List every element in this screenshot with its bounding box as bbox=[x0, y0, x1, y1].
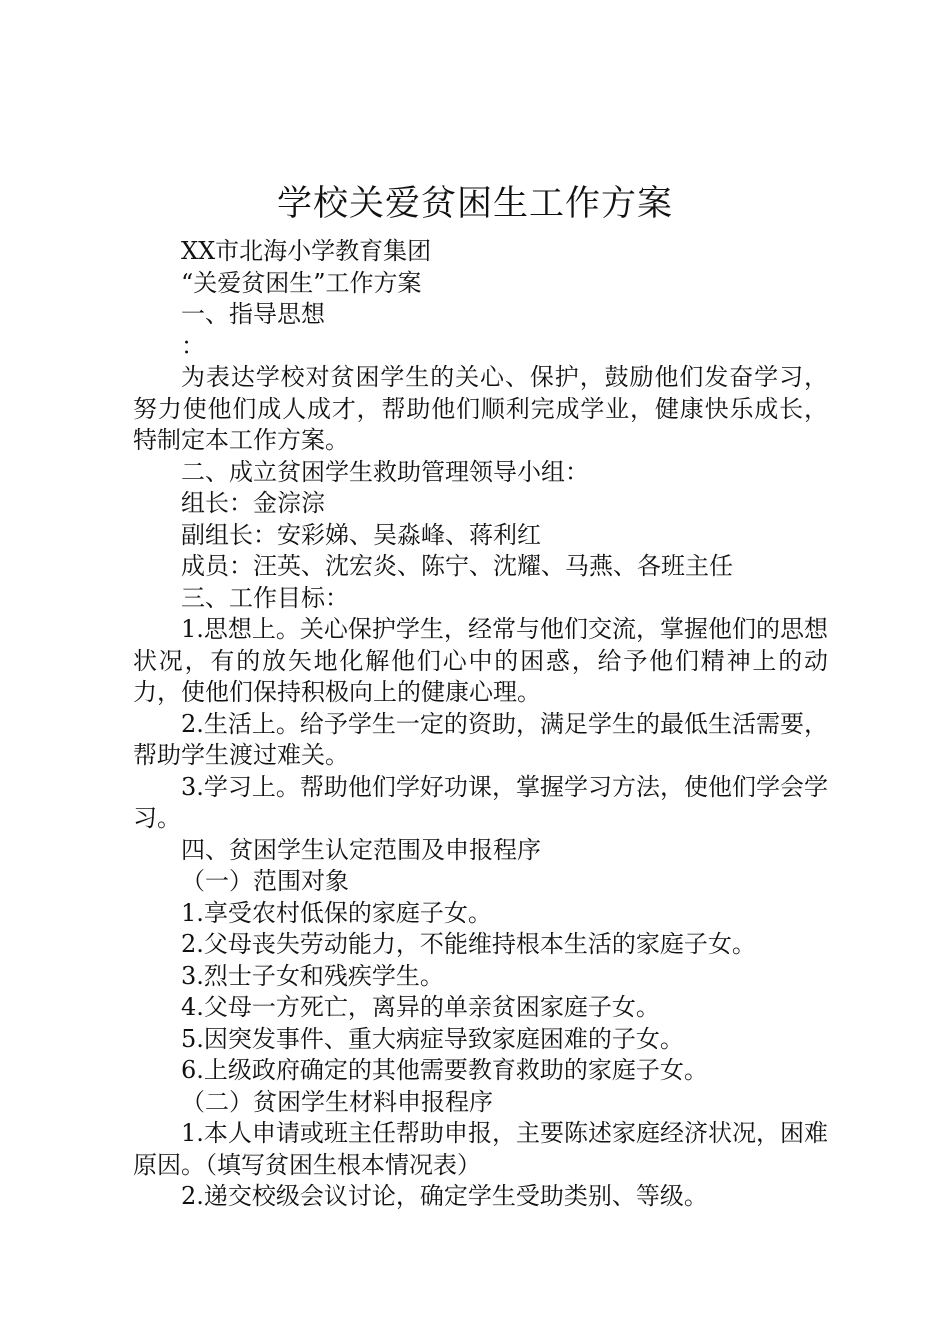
list-item-procedure-2: 2.递交校级会议讨论，确定学生受助类别、等级。 bbox=[181, 1182, 708, 1210]
paragraph-group-leader: 组长：金淙淙 bbox=[181, 489, 325, 517]
paragraph-org-name: XX市北海小学教育集团 bbox=[181, 237, 432, 265]
paragraph-goal-thought: 1.思想上。关心保护学生，经常与他们交流，掌握他们的思想状况，有的放矢地化解他们心中的困惑，给予他们精神上的动力，使他们保持积极向上的健康心理。 bbox=[133, 615, 828, 706]
heading-leadership-group: 二、成立贫困学生救助管理领导小组： bbox=[181, 457, 589, 486]
list-item-scope-6: 6.上级政府确定的其他需要教育救助的家庭子女。 bbox=[181, 1056, 708, 1084]
paragraph-deputy-leaders: 副组长：安彩娣、吴淼峰、蒋利红 bbox=[181, 520, 541, 549]
list-item-scope-5: 5.因突发事件、重大病症导致家庭困难的子女。 bbox=[181, 1024, 684, 1053]
list-item-scope-3: 3.烈士子女和残疾学生。 bbox=[181, 961, 444, 990]
document-title: 学校关爱贫困生工作方案 bbox=[276, 184, 673, 224]
paragraph-purpose: 为表达学校对贫困学生的关心、保护，鼓励他们发奋学习，努力使他们成人成才，帮助他们顺利完成学业，健康快乐成长，特制定本工作方案。 bbox=[133, 363, 828, 454]
list-item-scope-4: 4.父母一方死亡，离异的单亲贫困家庭子女。 bbox=[181, 993, 660, 1021]
paragraph-goal-life: 2.生活上。给予学生一定的资助，满足学生的最低生活需要，帮助学生渡过难关。 bbox=[133, 709, 828, 769]
list-item-procedure-1: 1.本人申请或班主任帮助申报，主要陈述家庭经济状况，困难原因。（填写贫困生根本情况表） bbox=[133, 1119, 828, 1179]
paragraph-colon: ： bbox=[181, 331, 205, 360]
subheading-application-procedure: （二）贫困学生材料申报程序 bbox=[181, 1087, 493, 1116]
subheading-scope: （一）范围对象 bbox=[181, 867, 349, 895]
paragraph-goal-study: 3.学习上。帮助他们学好功课，掌握学习方法，使他们学会学习。 bbox=[133, 772, 828, 832]
heading-guiding-thought: 一、指导思想 bbox=[181, 300, 325, 328]
heading-work-goals: 三、工作目标： bbox=[181, 583, 349, 612]
paragraph-plan-name: “关爱贫困生”工作方案 bbox=[181, 268, 422, 297]
heading-scope-procedure: 四、贫困学生认定范围及申报程序 bbox=[181, 835, 541, 864]
paragraph-members: 成员：汪英、沈宏炎、陈宁、沈耀、马燕、各班主任 bbox=[181, 552, 733, 580]
document-body bbox=[133, 236, 828, 1213]
list-item-scope-2: 2.父母丧失劳动能力，不能维持根本生活的家庭子女。 bbox=[181, 930, 756, 958]
list-item-scope-1: 1.享受农村低保的家庭子女。 bbox=[181, 898, 492, 927]
